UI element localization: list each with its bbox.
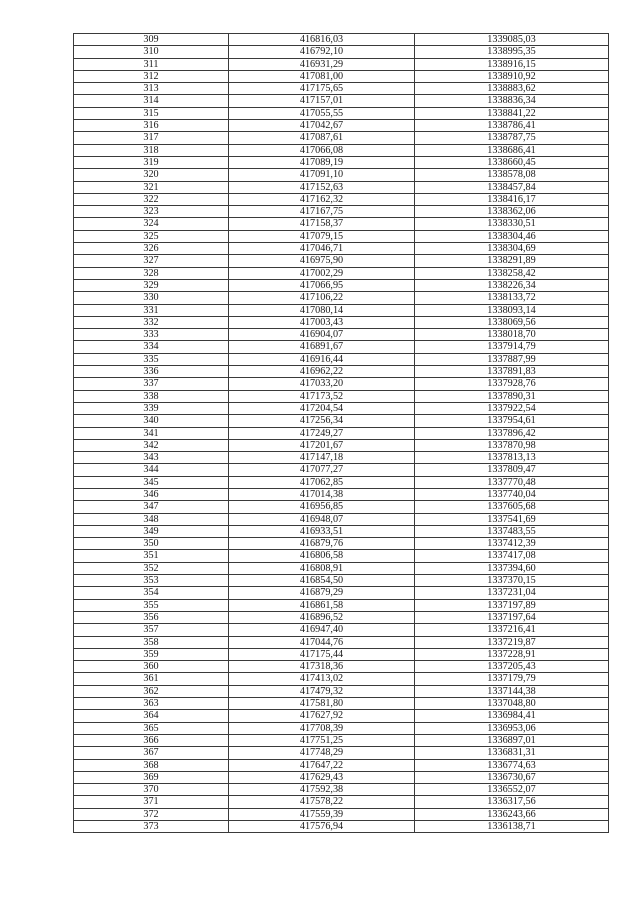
point-number-cell: 331: [74, 304, 229, 316]
x-coordinate-cell: 417559,39: [229, 808, 415, 820]
table-row: [74, 316, 609, 328]
y-coordinate-cell: 1337394,60: [415, 562, 609, 574]
table-row: [74, 378, 609, 390]
table-row: [74, 747, 609, 759]
point-number-cell: 338: [74, 390, 229, 402]
point-number-cell: 316: [74, 120, 229, 132]
y-coordinate-cell: 1337228,91: [415, 648, 609, 660]
x-coordinate-cell: 417629,43: [229, 771, 415, 783]
y-coordinate-cell: 1338416,17: [415, 193, 609, 205]
table-row: [74, 439, 609, 451]
table-row: [74, 611, 609, 623]
table-row: [74, 538, 609, 550]
x-coordinate-cell: 417581,80: [229, 698, 415, 710]
point-number-cell: 364: [74, 710, 229, 722]
point-number-cell: 370: [74, 784, 229, 796]
point-number-cell: 356: [74, 611, 229, 623]
y-coordinate-cell: 1338069,56: [415, 316, 609, 328]
y-coordinate-cell: 1338883,62: [415, 83, 609, 95]
x-coordinate-cell: 417081,00: [229, 70, 415, 82]
coordinates-table-body: [74, 34, 609, 833]
x-coordinate-cell: 417413,02: [229, 673, 415, 685]
point-number-cell: 327: [74, 255, 229, 267]
y-coordinate-cell: 1337219,87: [415, 636, 609, 648]
y-coordinate-cell: 1337891,83: [415, 366, 609, 378]
point-number-cell: 326: [74, 243, 229, 255]
point-number-cell: 324: [74, 218, 229, 230]
y-coordinate-cell: 1338910,92: [415, 70, 609, 82]
x-coordinate-cell: 417042,67: [229, 120, 415, 132]
point-number-cell: 322: [74, 193, 229, 205]
y-coordinate-cell: 1338018,70: [415, 329, 609, 341]
y-coordinate-cell: 1336243,66: [415, 808, 609, 820]
y-coordinate-cell: 1337914,79: [415, 341, 609, 353]
x-coordinate-cell: 416931,29: [229, 58, 415, 70]
x-coordinate-cell: 416916,44: [229, 353, 415, 365]
table-row: [74, 759, 609, 771]
x-coordinate-cell: 417062,85: [229, 476, 415, 488]
x-coordinate-cell: 416962,22: [229, 366, 415, 378]
y-coordinate-cell: 1336984,41: [415, 710, 609, 722]
y-coordinate-cell: 1338362,06: [415, 206, 609, 218]
y-coordinate-cell: 1337417,08: [415, 550, 609, 562]
x-coordinate-cell: 416975,90: [229, 255, 415, 267]
y-coordinate-cell: 1337205,43: [415, 661, 609, 673]
x-coordinate-cell: 416854,50: [229, 575, 415, 587]
x-coordinate-cell: 416947,40: [229, 624, 415, 636]
table-row: [74, 156, 609, 168]
y-coordinate-cell: 1338916,15: [415, 58, 609, 70]
y-coordinate-cell: 1336897,01: [415, 734, 609, 746]
table-row: [74, 698, 609, 710]
x-coordinate-cell: 417014,38: [229, 488, 415, 500]
x-coordinate-cell: 417256,34: [229, 415, 415, 427]
table-row: [74, 230, 609, 242]
x-coordinate-cell: 417066,08: [229, 144, 415, 156]
y-coordinate-cell: 1337412,39: [415, 538, 609, 550]
table-row: [74, 624, 609, 636]
y-coordinate-cell: 1337216,41: [415, 624, 609, 636]
point-number-cell: 346: [74, 488, 229, 500]
point-number-cell: 352: [74, 562, 229, 574]
y-coordinate-cell: 1337890,31: [415, 390, 609, 402]
point-number-cell: 360: [74, 661, 229, 673]
point-number-cell: 341: [74, 427, 229, 439]
x-coordinate-cell: 417077,27: [229, 464, 415, 476]
point-number-cell: 321: [74, 181, 229, 193]
point-number-cell: 329: [74, 279, 229, 291]
y-coordinate-cell: 1338258,42: [415, 267, 609, 279]
table-row: [74, 488, 609, 500]
y-coordinate-cell: 1338995,35: [415, 46, 609, 58]
point-number-cell: 323: [74, 206, 229, 218]
x-coordinate-cell: 417080,14: [229, 304, 415, 316]
y-coordinate-cell: 1339085,03: [415, 34, 609, 46]
y-coordinate-cell: 1338836,34: [415, 95, 609, 107]
table-row: [74, 575, 609, 587]
x-coordinate-cell: 417044,76: [229, 636, 415, 648]
point-number-cell: 315: [74, 107, 229, 119]
table-row: [74, 83, 609, 95]
table-row: [74, 292, 609, 304]
y-coordinate-cell: 1336831,31: [415, 747, 609, 759]
y-coordinate-cell: 1337928,76: [415, 378, 609, 390]
x-coordinate-cell: 417091,10: [229, 169, 415, 181]
x-coordinate-cell: 417055,55: [229, 107, 415, 119]
point-number-cell: 335: [74, 353, 229, 365]
point-number-cell: 310: [74, 46, 229, 58]
x-coordinate-cell: 417173,52: [229, 390, 415, 402]
point-number-cell: 367: [74, 747, 229, 759]
x-coordinate-cell: 417087,61: [229, 132, 415, 144]
x-coordinate-cell: 417201,67: [229, 439, 415, 451]
x-coordinate-cell: 416879,29: [229, 587, 415, 599]
point-number-cell: 337: [74, 378, 229, 390]
table-row: [74, 243, 609, 255]
coordinates-table: [73, 33, 609, 833]
table-row: [74, 599, 609, 611]
y-coordinate-cell: 1337740,04: [415, 488, 609, 500]
y-coordinate-cell: 1337048,80: [415, 698, 609, 710]
table-row: [74, 722, 609, 734]
y-coordinate-cell: 1337870,98: [415, 439, 609, 451]
table-row: [74, 476, 609, 488]
table-row: [74, 587, 609, 599]
table-row: [74, 366, 609, 378]
x-coordinate-cell: 417592,38: [229, 784, 415, 796]
table-row: [74, 206, 609, 218]
x-coordinate-cell: 417647,22: [229, 759, 415, 771]
x-coordinate-cell: 416808,91: [229, 562, 415, 574]
x-coordinate-cell: 417578,22: [229, 796, 415, 808]
x-coordinate-cell: 417066,95: [229, 279, 415, 291]
y-coordinate-cell: 1338686,41: [415, 144, 609, 156]
table-row: [74, 562, 609, 574]
point-number-cell: 359: [74, 648, 229, 660]
table-row: [74, 341, 609, 353]
table-row: [74, 279, 609, 291]
x-coordinate-cell: 417106,22: [229, 292, 415, 304]
point-number-cell: 318: [74, 144, 229, 156]
x-coordinate-cell: 417002,29: [229, 267, 415, 279]
table-row: [74, 427, 609, 439]
x-coordinate-cell: 416861,58: [229, 599, 415, 611]
x-coordinate-cell: 417147,18: [229, 452, 415, 464]
table-row: [74, 771, 609, 783]
table-row: [74, 34, 609, 46]
y-coordinate-cell: 1338660,45: [415, 156, 609, 168]
table-row: [74, 218, 609, 230]
point-number-cell: 362: [74, 685, 229, 697]
x-coordinate-cell: 416792,10: [229, 46, 415, 58]
point-number-cell: 357: [74, 624, 229, 636]
table-row: [74, 255, 609, 267]
table-row: [74, 70, 609, 82]
table-row: [74, 661, 609, 673]
y-coordinate-cell: 1338291,89: [415, 255, 609, 267]
y-coordinate-cell: 1338133,72: [415, 292, 609, 304]
y-coordinate-cell: 1337541,69: [415, 513, 609, 525]
table-row: [74, 181, 609, 193]
y-coordinate-cell: 1338841,22: [415, 107, 609, 119]
x-coordinate-cell: 417046,71: [229, 243, 415, 255]
y-coordinate-cell: 1337231,04: [415, 587, 609, 599]
y-coordinate-cell: 1338304,46: [415, 230, 609, 242]
point-number-cell: 314: [74, 95, 229, 107]
point-number-cell: 332: [74, 316, 229, 328]
y-coordinate-cell: 1338304,69: [415, 243, 609, 255]
point-number-cell: 347: [74, 501, 229, 513]
table-row: [74, 452, 609, 464]
point-number-cell: 311: [74, 58, 229, 70]
point-number-cell: 365: [74, 722, 229, 734]
y-coordinate-cell: 1337144,38: [415, 685, 609, 697]
y-coordinate-cell: 1338786,41: [415, 120, 609, 132]
point-number-cell: 309: [74, 34, 229, 46]
table-row: [74, 107, 609, 119]
point-number-cell: 328: [74, 267, 229, 279]
x-coordinate-cell: 417167,75: [229, 206, 415, 218]
point-number-cell: 353: [74, 575, 229, 587]
table-row: [74, 95, 609, 107]
x-coordinate-cell: 416816,03: [229, 34, 415, 46]
table-row: [74, 734, 609, 746]
table-row: [74, 120, 609, 132]
x-coordinate-cell: 417152,63: [229, 181, 415, 193]
table-row: [74, 710, 609, 722]
table-row: [74, 808, 609, 820]
table-row: [74, 46, 609, 58]
x-coordinate-cell: 417318,36: [229, 661, 415, 673]
x-coordinate-cell: 417576,94: [229, 821, 415, 833]
y-coordinate-cell: 1337922,54: [415, 402, 609, 414]
table-row: [74, 784, 609, 796]
table-row: [74, 144, 609, 156]
point-number-cell: 355: [74, 599, 229, 611]
point-number-cell: 372: [74, 808, 229, 820]
x-coordinate-cell: 417748,29: [229, 747, 415, 759]
x-coordinate-cell: 417033,20: [229, 378, 415, 390]
x-coordinate-cell: 417079,15: [229, 230, 415, 242]
x-coordinate-cell: 416879,76: [229, 538, 415, 550]
table-row: [74, 501, 609, 513]
y-coordinate-cell: 1337370,15: [415, 575, 609, 587]
table-row: [74, 353, 609, 365]
point-number-cell: 313: [74, 83, 229, 95]
table-row: [74, 673, 609, 685]
y-coordinate-cell: 1338787,75: [415, 132, 609, 144]
point-number-cell: 330: [74, 292, 229, 304]
table-row: [74, 193, 609, 205]
table-row: [74, 390, 609, 402]
y-coordinate-cell: 1336774,63: [415, 759, 609, 771]
x-coordinate-cell: 417751,25: [229, 734, 415, 746]
point-number-cell: 334: [74, 341, 229, 353]
point-number-cell: 325: [74, 230, 229, 242]
table-row: [74, 525, 609, 537]
point-number-cell: 336: [74, 366, 229, 378]
table-row: [74, 636, 609, 648]
point-number-cell: 345: [74, 476, 229, 488]
table-row: [74, 685, 609, 697]
point-number-cell: 320: [74, 169, 229, 181]
y-coordinate-cell: 1337809,47: [415, 464, 609, 476]
y-coordinate-cell: 1337483,55: [415, 525, 609, 537]
point-number-cell: 350: [74, 538, 229, 550]
x-coordinate-cell: 417204,54: [229, 402, 415, 414]
table-row: [74, 550, 609, 562]
table-row: [74, 464, 609, 476]
point-number-cell: 333: [74, 329, 229, 341]
y-coordinate-cell: 1337887,99: [415, 353, 609, 365]
point-number-cell: 354: [74, 587, 229, 599]
point-number-cell: 351: [74, 550, 229, 562]
y-coordinate-cell: 1336317,56: [415, 796, 609, 808]
x-coordinate-cell: 417479,32: [229, 685, 415, 697]
y-coordinate-cell: 1337179,79: [415, 673, 609, 685]
x-coordinate-cell: 417157,01: [229, 95, 415, 107]
x-coordinate-cell: 417089,19: [229, 156, 415, 168]
point-number-cell: 371: [74, 796, 229, 808]
point-number-cell: 339: [74, 402, 229, 414]
x-coordinate-cell: 417249,27: [229, 427, 415, 439]
y-coordinate-cell: 1337813,13: [415, 452, 609, 464]
x-coordinate-cell: 417162,32: [229, 193, 415, 205]
point-number-cell: 361: [74, 673, 229, 685]
y-coordinate-cell: 1338457,84: [415, 181, 609, 193]
table-row: [74, 513, 609, 525]
x-coordinate-cell: 416806,58: [229, 550, 415, 562]
x-coordinate-cell: 416948,07: [229, 513, 415, 525]
y-coordinate-cell: 1337197,64: [415, 611, 609, 623]
table-row: [74, 415, 609, 427]
x-coordinate-cell: 417158,37: [229, 218, 415, 230]
table-row: [74, 58, 609, 70]
point-number-cell: 342: [74, 439, 229, 451]
x-coordinate-cell: 417627,92: [229, 710, 415, 722]
table-row: [74, 304, 609, 316]
table-row: [74, 132, 609, 144]
point-number-cell: 343: [74, 452, 229, 464]
point-number-cell: 358: [74, 636, 229, 648]
x-coordinate-cell: 416896,52: [229, 611, 415, 623]
x-coordinate-cell: 416891,67: [229, 341, 415, 353]
x-coordinate-cell: 416956,85: [229, 501, 415, 513]
x-coordinate-cell: 417003,43: [229, 316, 415, 328]
point-number-cell: 373: [74, 821, 229, 833]
y-coordinate-cell: 1336552,07: [415, 784, 609, 796]
x-coordinate-cell: 417708,39: [229, 722, 415, 734]
point-number-cell: 348: [74, 513, 229, 525]
y-coordinate-cell: 1338578,08: [415, 169, 609, 181]
point-number-cell: 317: [74, 132, 229, 144]
y-coordinate-cell: 1338093,14: [415, 304, 609, 316]
x-coordinate-cell: 417175,44: [229, 648, 415, 660]
y-coordinate-cell: 1337605,68: [415, 501, 609, 513]
y-coordinate-cell: 1336953,06: [415, 722, 609, 734]
point-number-cell: 363: [74, 698, 229, 710]
point-number-cell: 368: [74, 759, 229, 771]
y-coordinate-cell: 1337770,48: [415, 476, 609, 488]
table-row: [74, 821, 609, 833]
point-number-cell: 319: [74, 156, 229, 168]
x-coordinate-cell: 416904,07: [229, 329, 415, 341]
y-coordinate-cell: 1336730,67: [415, 771, 609, 783]
y-coordinate-cell: 1338330,51: [415, 218, 609, 230]
y-coordinate-cell: 1337954,61: [415, 415, 609, 427]
point-number-cell: 344: [74, 464, 229, 476]
point-number-cell: 366: [74, 734, 229, 746]
y-coordinate-cell: 1337896,42: [415, 427, 609, 439]
table-row: [74, 267, 609, 279]
table-row: [74, 796, 609, 808]
table-row: [74, 329, 609, 341]
point-number-cell: 349: [74, 525, 229, 537]
y-coordinate-cell: 1336138,71: [415, 821, 609, 833]
table-row: [74, 648, 609, 660]
point-number-cell: 340: [74, 415, 229, 427]
x-coordinate-cell: 417175,65: [229, 83, 415, 95]
y-coordinate-cell: 1338226,34: [415, 279, 609, 291]
point-number-cell: 312: [74, 70, 229, 82]
table-row: [74, 169, 609, 181]
y-coordinate-cell: 1337197,89: [415, 599, 609, 611]
table-row: [74, 402, 609, 414]
x-coordinate-cell: 416933,51: [229, 525, 415, 537]
point-number-cell: 369: [74, 771, 229, 783]
